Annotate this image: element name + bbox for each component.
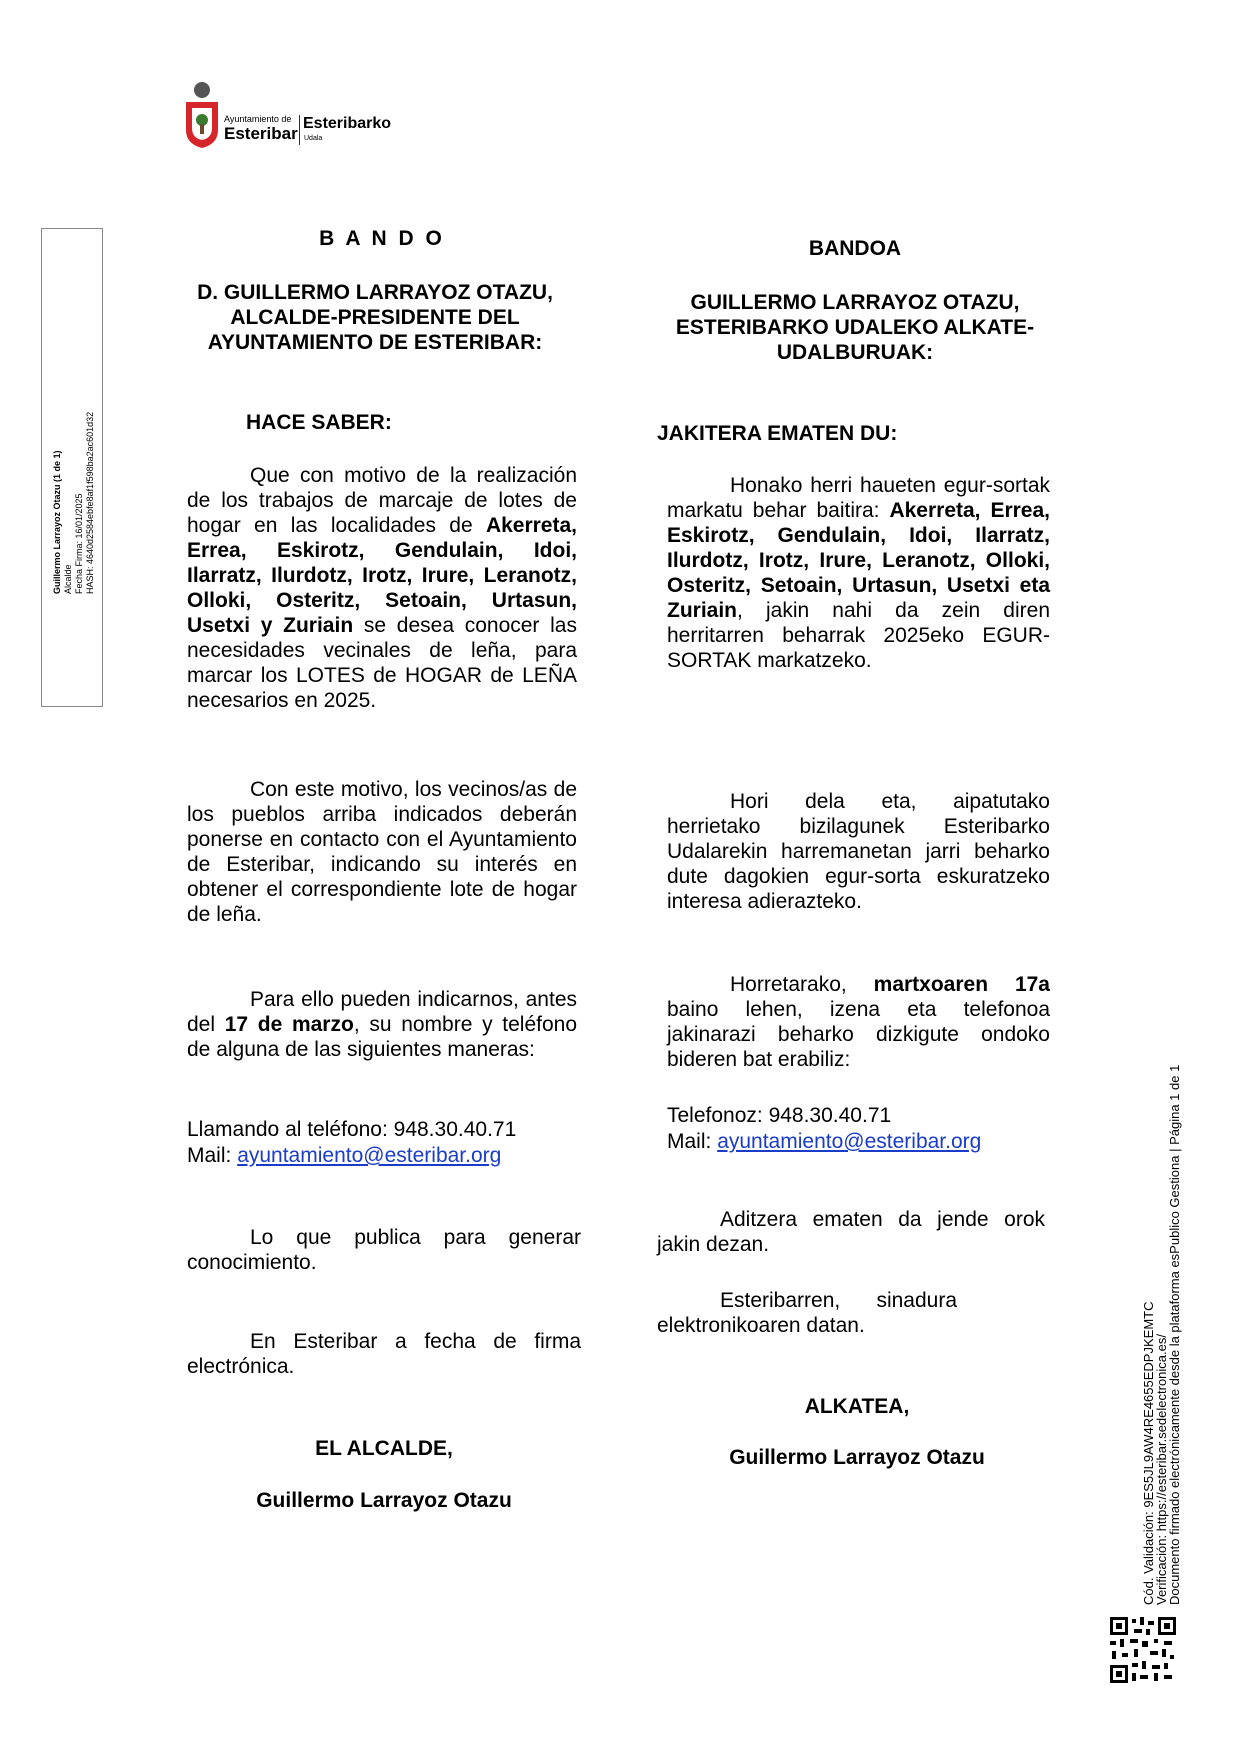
right-phone: Telefonoz: 948.30.40.71 [667,1104,892,1127]
left-paragraph-2: Con este motivo, los vecinos/as de los pueblos arriba indicados deberán ponerse en contacto con el Ayuntamiento de Esteribar, indicando su interés en obtener el correspondiente lote de hogar de leña. [187,778,577,926]
verification-text [1142,1065,1181,1605]
logo-line-1: Ayuntamiento de [224,114,292,124]
left-paragraph-4: Lo que publica para generar conocimiento. [187,1226,581,1274]
left-hace-saber: HACE SABER: [246,411,392,434]
right-heading-line-3: UDALBURUAK: [776,341,934,364]
verification-url: Verificación: https://esteribar.sedelectronica.es/ [1154,1334,1169,1605]
left-sign-title: EL ALCALDE, [315,1437,453,1460]
verification-statement: Documento firmado electrónicamente desde la plataforma esPublico Gestiona | Página 1 de 1 [1167,1064,1182,1605]
right-sign-name: Guillermo Larrayoz Otazu [729,1446,985,1469]
signature-role: Alcalde [63,564,73,594]
right-paragraph-1: Honako herri haueten egur-sortak markatu behar baitira: Akerreta, Errea, Eskirotz, Gendulain, Idoi, Ilarratz, Ilurdotz, Irotz, Irure, Leranotz, Olloki, Osteritz, Setoain, Urtasun, Usetxi eta Zuriain, jakin nahi da zein diren herritarren beharrak 2025eko EGUR-SORTAK markatzeko. [667,474,1050,672]
right-mail: Mail: ayuntamiento@esteribar.org [667,1130,982,1153]
right-sign-title: ALKATEA, [804,1395,910,1418]
left-sign-name: Guillermo Larrayoz Otazu [256,1489,512,1512]
verification-code: Cód. Validación: 9ES5JL9AW4RE4655EDPJKEMTC [1141,1301,1156,1605]
left-mail: Mail: ayuntamiento@esteribar.org [187,1144,502,1167]
left-heading [170,280,580,355]
left-paragraph-1: Que con motivo de la realización de los trabajos de marcaje de lotes de hogar en las localidades de Akerreta, Errea, Eskirotz, Gendulain, Idoi, Ilarratz, Ilurdotz, Irotz, Irure, Leranotz, Olloki, Osteritz, Setoain, Urtasun, Usetxi y Zuriain se desea conocer las necesidades vecinales de leña, para marcar los LOTES de HOGAR de LEÑA necesarios en 2025. [187,464,577,712]
signature-hash: HASH: 4640d2584ebfe8af1f598ba2ac601d32 [85,411,95,594]
right-paragraph-4: Aditzera ematen da jende orok jakin dezan. [657,1208,1045,1256]
logo-line-4: Udala [304,135,323,142]
right-jakitera: JAKITERA EMATEN DU: [657,422,898,445]
left-heading-line-1: D. GUILLERMO LARRAYOZ OTAZU, [197,281,553,304]
left-paragraph-3: Para ello pueden indicarnos, antes del 17 de marzo, su nombre y teléfono de alguna de las siguientes maneras: [187,988,577,1061]
qr-code-icon [1108,1615,1178,1685]
signature-date: Fecha Firma: 16/01/2025 [74,493,84,594]
left-phone: Llamando al teléfono: 948.30.40.71 [187,1118,517,1141]
right-paragraph-2: Hori dela eta, aipatutako herrietako bizilagunek Esteribarko Udalarekin harremanetan jarri beharko dute dagokien egur-sorta eskuratzeko interesa adierazteko. [667,790,1050,913]
right-heading [650,290,1060,365]
coat-of-arms-icon [182,80,222,150]
right-heading-line-1: GUILLERMO LARRAYOZ OTAZU, [690,291,1020,314]
left-title: B A N D O [319,227,445,250]
left-heading-line-3: AYUNTAMIENTO DE ESTERIBAR: [207,331,543,354]
right-title: BANDOA [808,237,902,260]
left-heading-line-2: ALCALDE-PRESIDENTE DEL [230,306,520,329]
signature-box [41,228,103,707]
logo-line-3: Esteribarko [303,115,392,132]
right-paragraph-3: Horretarako, martxoaren 17a baino lehen, izena eta telefonoa jakinarazi beharko dizkigute ondoko bideren bat erabiliz: [667,973,1050,1071]
logo-line-2: Esteribar [224,124,298,143]
municipal-logo [182,80,402,150]
left-mail-link[interactable]: ayuntamiento@esteribar.org [237,1144,502,1167]
right-paragraph-5: Esteribarren, sinadura elektronikoaren datan. [657,1289,957,1337]
signature-signer: Guillermo Larrayoz Otazu (1 de 1) [52,450,62,594]
right-mail-link[interactable]: ayuntamiento@esteribar.org [717,1130,982,1153]
logo-divider [299,115,300,145]
left-paragraph-5: En Esteribar a fecha de firma electrónica. [187,1330,581,1378]
right-heading-line-2: ESTERIBARKO UDALEKO ALKATE- [675,316,1035,339]
